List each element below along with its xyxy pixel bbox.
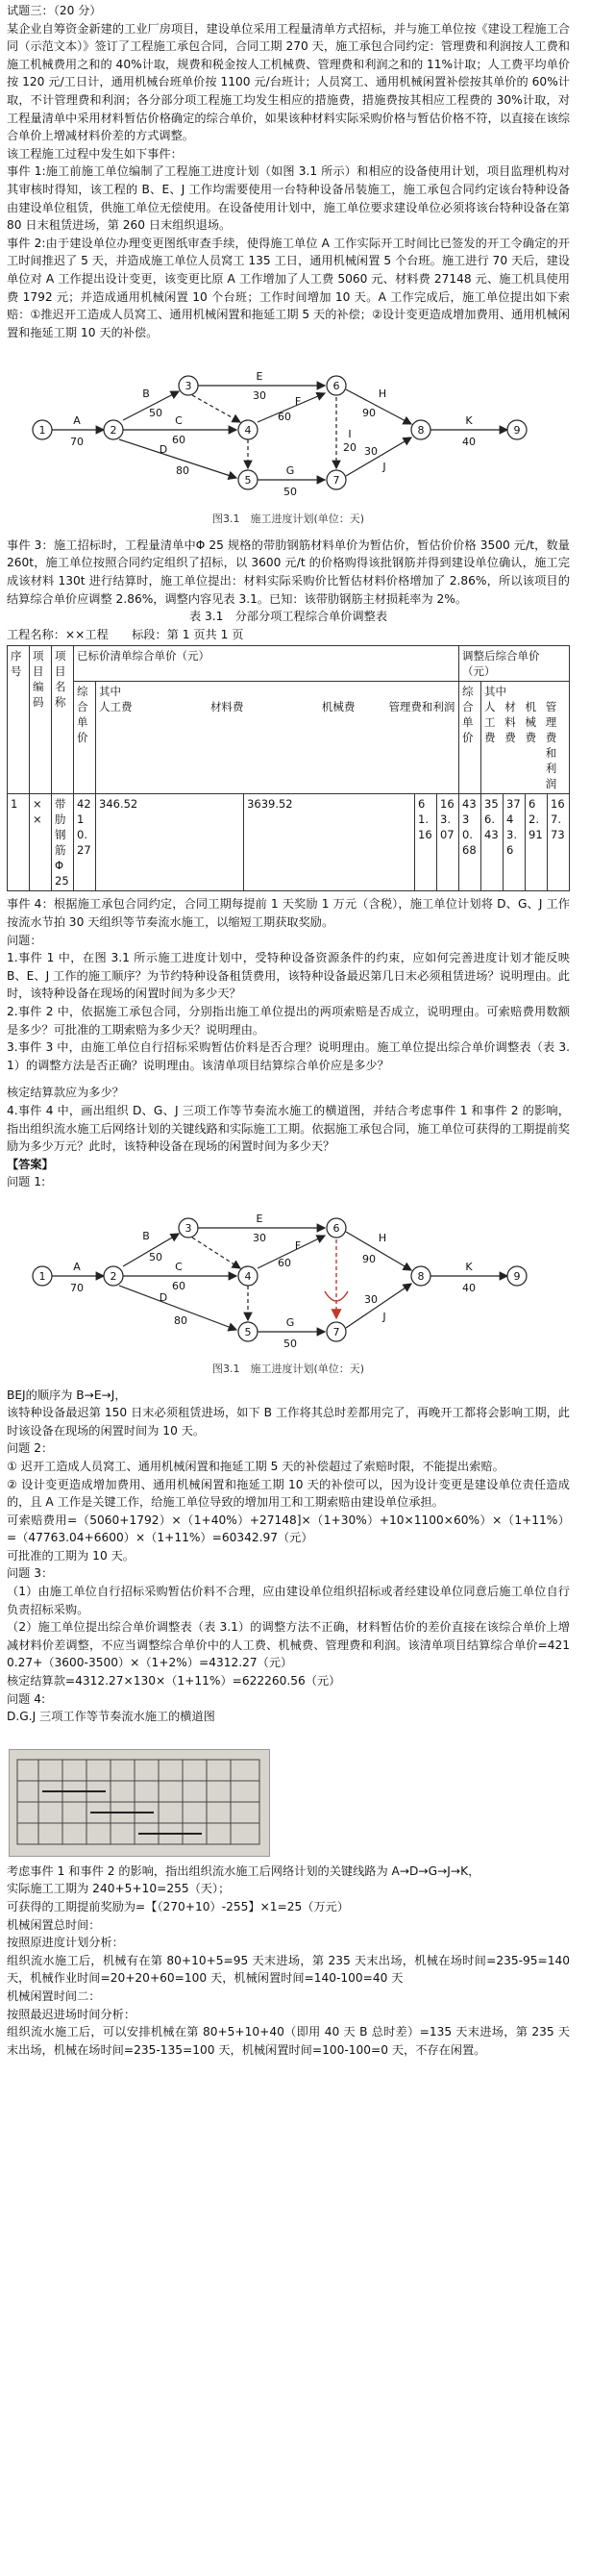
node-8: 8 [417,424,425,438]
arrow-label-a: A [73,414,81,428]
arrow-duration-k: 40 [462,1281,476,1294]
answer-line-10: （2）施工单位提出综合单价调整表（表 3.1）的调整方法不正确，材料暂估价的差价直接在该综合单价上增减材料价差调整，不应当调整综合单价中的人工费、机械费、管理费和利润。该清单项目结算综合单价=4210.27+（3600-3500）×（1+2%）=4312.27（元） [7,1620,570,1670]
final-line-1: 考虑事件 1 和事件 2 的影响，指出组织流水施工后网络计划的关键线路为 A→D→G→J→K， [7,1863,480,1878]
arrow-label-k: K [465,414,473,428]
arrow-duration-b: 50 [149,407,162,420]
arrow-duration-k: 40 [462,436,476,449]
cell-seq: 1 [8,794,30,891]
answer-line-1: BEJ的顺序为 B→E→J， [7,1388,127,1402]
final-line-9: 组织流水施工后，可以安排机械在第 80+5+10+40（即用 40 天 B 总时差）=135 天末进场，第 235 天末出场，机械在场时间=235-135=100 天，机械闲置时间=100-100=0 天，不存在闲置。 [7,2025,570,2057]
questions-label: 问题： [7,933,42,947]
cell-orig-mgmt: 163.07 [437,794,459,891]
arrow-label-i: I [348,428,352,441]
answer-line-12: 问题 4: [7,1691,46,1706]
question-2: 2.事件 2 中，依据施工承包合同，分别指出施工单位提出的两项索赔是否成立，说明理由。可索赔费用数额是多少？可批准的工期索赔为多少天？说明理由。 [7,1005,570,1037]
arrow-label-d: D [159,443,168,457]
event3-paragraph: 事件 3：施工招标时，工程量清单中Φ 25 规格的带肋钢筋材料单价为暂估价，暂估价价格 3500 元/t，数量 260t，施工单位按照合同约定组织了招标，以 3600 元/t 的价格购得该批钢筋并得到建设单位确认，施工完成该材料 130t 进行结算时，施工单位提出：材料实际采购价比暂估材料价格增加了 2.86%，所以该项目的结算综合单价应调整 2.86%，调整内容见表 3.1。已知：该带肋钢筋主材损耗率为 2%。 [7,538,570,606]
answer-line-9: （1）由施工单位自行招标采购暂估价料不合理，应由建设单位组织招标或者经建设单位同意后施工单位自行负责招标采购。 [7,1585,570,1616]
th-adj-among [481,682,570,794]
node-1: 1 [38,1269,46,1283]
node-8: 8 [417,1269,425,1283]
handwritten-grid [10,1750,269,1856]
th-code: 项目编码 [30,646,52,794]
node-3: 3 [184,1221,192,1235]
question-3: 3.事件 3 中，由施工单位自行招标采购暂估价料是否合理？说明理由。施工单位提出综合单价调整表（表 3.1）的调整方法是否正确？说明理由。该清单项目结算综合单价应是多少？ [7,1040,570,1072]
cell-code: ×× [30,794,52,891]
answer-q1-label: 问题 1: [7,1175,46,1189]
node-4: 4 [244,1269,252,1283]
th-orig-composite: 综合单价 [74,682,96,794]
answer-line-2: 该特种设备最迟第 150 日末必须租赁进场，如下 B 工作将其总时差都用完了，再晚开工都将会影响工期，此时该设备在现场的闲置时间为 10 天。 [7,1406,570,1438]
th-orig-machine: 机械费 [321,700,356,714]
arrow-duration-h: 90 [362,1252,376,1265]
th-orig-among-label: 其中 [99,685,121,699]
th-orig-mgmt: 管理费和利润 [388,700,455,714]
cell-orig-composite: 4210.27 [74,794,96,891]
handwritten-bar-chart-image [9,1749,270,1857]
cell-adj-composite: 4330.68 [459,794,481,891]
arrow-label-j: J [382,461,386,474]
figure-caption-2: 图3.1 施工进度计划(单位：天) [211,1362,365,1375]
cell-name: 带肋钢筋Φ25 [52,794,74,891]
arrow-label-e: E [256,370,263,384]
arrow-label-k: K [465,1260,473,1273]
arrow-duration-c: 60 [172,434,185,447]
final-line-7: 机械闲置时间二： [7,1988,101,2003]
arrow-label-b: B [142,1229,150,1242]
arrow-label-j: J [382,1310,386,1323]
arrow-label-f: F [294,395,302,409]
table-project-line: 工程名称：××工程 标段：第 1 页共 1 页 [7,627,244,641]
arrow-label-f: F [294,1238,302,1252]
answer-line-13: D.G.J 三项工作等节奏流水施工的横道图 [7,1710,215,1724]
table-caption: 表 3.1 分部分项工程综合单价调整表 [188,610,388,624]
arrow-duration-b: 50 [149,1250,162,1263]
answer-line-4: ① 迟开工造成人员窝工、通用机械闲置和拖延工期 5 天的补偿超过了索赔时限，不能提出索赔。 [7,1459,504,1473]
answer-tag: 【答案】 [7,1157,54,1171]
answer-line-5: ② 设计变更造成增加费用、通用机械闲置和拖延工期 10 天的补偿可以，因为设计变更是建设单位责任造成的，且 A 工作是关键工作，给施工单位导致的增加用工和工期索赔由建设单位承担。 [7,1477,570,1510]
arrow-label-h: H [378,388,387,401]
arrow-duration-e: 30 [253,389,266,403]
arrow-duration-j: 30 [364,1292,378,1306]
node-4: 4 [244,424,252,438]
node-3: 3 [184,380,192,393]
node-7: 7 [332,474,340,488]
th-adj-material: 材料费 [504,700,516,745]
question-1: 1.事件 1 中，在图 3.1 所示施工进度计划中，受特种设备资源条件的约束，应如何完善进度计划才能反映 B、E、J 工作的施工顺序？为节约特种设备租赁费用，该特种设备最迟第几日末必须租赁进场？说明理由。此时，该特种设备在现场的闲置时间为多少天？ [7,951,570,1001]
arrow-duration-e: 30 [253,1231,266,1244]
cell-adj-machine: 62.91 [526,794,548,891]
network-diagram-1 [19,355,557,509]
intro-paragraph-2: 该工程施工过程中发生如下事件： [7,146,183,161]
question-3-tail: 核定结算款应为多少？ [7,1086,124,1100]
event1-paragraph: 事件 1:施工前施工单位编制了工程施工进度计划（如图 3.1 所示）和相应的设备使用计划，项目监理机构对其审核时得知，该工程的 B、E、J 工作均需要使用一台特种设备吊装施工，施工承包合同约定该台特种设备由建设单位租赁，供施工单位无偿使用。在设备使用计划中，施工单位要求建设单位必须将该台特种设备在第 80 日末租赁进场，第 260 日末组织退场。 [7,164,570,233]
arrow-duration-a: 70 [70,436,84,449]
arrow-duration-d: 80 [176,464,189,478]
intro-paragraph-1: 某企业自筹资金新建的工业厂房项目，建设单位采用工程量清单方式招标，并与施工单位按《建设工程施工合同（示范文本）》签订了工程施工承包合同，合同工期 270 天，施工承包合同约定：管理费和利润按人工费和施工机械费用之和的 40%计取，规费和税金按人工机械费、管理费和利润之和的 11%计取；人工费平均单价按 120 元/工日计，通用机械台班单价按 1100 元/台班计；人员窝工、通用机械闲置补偿按其单价的 60%计取，不计管理费和利润；各分部分项工程施工均发生相应的措施费，措施费按其相应工程费的 30%计取，对工程量清单中采用材料暂估价格确定的综合单价，如果该种材料实际采购价格与暂估价格不符，以直接在该综合单价上增减材料价差的方式调整。 [7,21,570,143]
answer-line-7: 可批准的工期为 10 天。 [7,1548,135,1563]
arrow-duration-g: 50 [283,1337,297,1350]
question-title: 试题三：（20 分） [7,4,102,17]
node-6: 6 [332,380,340,393]
arrow-duration-c: 60 [172,1279,185,1292]
arrow-duration-i: 20 [343,441,356,455]
arrow-duration-g: 50 [283,486,297,499]
node-9: 9 [513,1269,521,1283]
arrow-duration-f: 60 [278,1256,291,1269]
final-line-2: 实际施工工期为 240+5+10=255（天）； [7,1882,231,1896]
price-adjustment-table [7,645,570,891]
node-9: 9 [513,424,521,438]
final-line-3: 可获得的工期提前奖励为=【（270+10）-255】×1=25（万元） [7,1900,350,1913]
arrow-duration-f: 60 [278,411,291,424]
th-orig-among [96,682,459,794]
cell-orig-labor: 346.52 [96,794,244,891]
arrow-label-c: C [175,414,183,428]
arrow-duration-h: 90 [362,407,376,420]
th-orig-material: 材料费 [209,700,244,714]
th-adj-composite: 综合单价 [459,682,481,794]
arrow-label-g: G [285,464,295,478]
node-5: 5 [244,474,252,488]
th-orig-group: 已标价清单综合单价（元） [74,646,459,682]
node-7: 7 [332,1325,340,1338]
arrow-duration-d: 80 [174,1313,187,1327]
arrow-label-h: H [378,1231,387,1244]
th-seq: 序号 [8,646,30,794]
cell-adj-labor: 356.43 [481,794,504,891]
table-row [8,794,570,891]
node-6: 6 [332,1221,340,1235]
arrow-label-e: E [256,1212,263,1225]
arrow-label-a: A [73,1260,81,1273]
arrow-duration-j: 30 [364,445,378,459]
question-4: 4.事件 4 中，画出组织 D、G、J 三项工作等节奏流水施工的横道图，并结合考虑事件 1 和事件 2 的影响，指出组织流水施工后网络计划的关键线路和实际施工工期。依据施工承包合同，施工单位可获得的工期提前奖励为多少万元？此时，该特种设备在现场的闲置时间为多少天？ [7,1103,570,1154]
cell-adj-mgmt: 167.73 [548,794,570,891]
th-adj-group: 调整后综合单价（元） [459,646,570,682]
answer-line-8: 问题 3： [7,1566,54,1581]
final-line-6: 组织流水施工后，机械有在第 80+10+5=95 天末进场，第 235 天末出场，机械在场时间=235-95=140 天，机械作业时间=20+20+60=100 天，机械闲置时间=140-100=40 天 [7,1953,570,1986]
final-line-4: 机械闲置总时间： [7,1917,101,1932]
event4-paragraph: 事件 4：根据施工承包合同约定，合同工期每提前 1 天奖励 1 万元（含税），施工单位计划将 D、G、J 工作按流水节拍 30 天组织等节奏流水施工，以缩短工期获取奖励。 [7,897,570,930]
arrow-label-c: C [175,1260,183,1273]
node-2: 2 [110,1269,117,1283]
node-1: 1 [38,424,46,438]
cell-orig-material: 3639.52 [244,794,415,891]
answer-line-11: 核定结算款=4312.27×130×（1+11%）=622260.56（元） [7,1674,341,1688]
answer-line-6: 可索赔费用=（5060+1792）×（1+40%）+27148]×（1+30%）+10×1100×60%）×（1+11%）=（47763.04+6600）×（1+11%）=60342.97（元） [7,1513,570,1545]
arrow-duration-a: 70 [70,1281,84,1294]
final-line-5: 按照原进度计划分析： [7,1936,124,1950]
cell-adj-material: 3743.6 [504,794,526,891]
th-orig-labor: 人工费 [99,700,133,714]
answer-line-3: 问题 2： [7,1441,54,1456]
th-adj-mgmt: 管理费和利润 [545,700,557,791]
arrow-label-g: G [285,1315,295,1329]
th-name: 项目名称 [52,646,74,794]
th-adj-machine: 机械费 [525,700,536,745]
figure-caption-1: 图3.1 施工进度计划(单位：天) [211,513,365,526]
cell-orig-machine: 61.16 [415,794,437,891]
th-adj-among-label: 其中 [484,685,506,699]
node-2: 2 [110,424,117,438]
arrow-label-d: D [159,1290,168,1304]
node-5: 5 [244,1325,252,1338]
arrow-label-b: B [142,388,150,401]
event2-paragraph: 事件 2:由于建设单位办理变更图纸审查手续，使得施工单位 A 工作实际开工时间比已签发的开工令确定的开工时间推迟了 5 天，并造成施工单位人员窝工 135 工日，通用机械闲置 5 个台班。施工进行 70 天后，建设单位对 A 工作提出设计变更，该变更比原 A 工作增加了人工费 5060 元、材料费 27148 元、施工机具使用费 1792 元；并造成通用机械闲置 10 个台班；工作时间增加 10 天。A 工作完成后，施工单位提出如下索赔：①推迟开工造成人员窝工、通用机械闲置和拖延工期 5 天的补偿；②设计变更造成增加费用、通用机械闲置和拖延工期 10 天的补偿。 [7,236,570,339]
th-adj-labor: 人工费 [484,700,496,745]
final-line-8: 按照最迟进场时间分析： [7,2007,136,2021]
network-diagram-2 [19,1195,557,1359]
